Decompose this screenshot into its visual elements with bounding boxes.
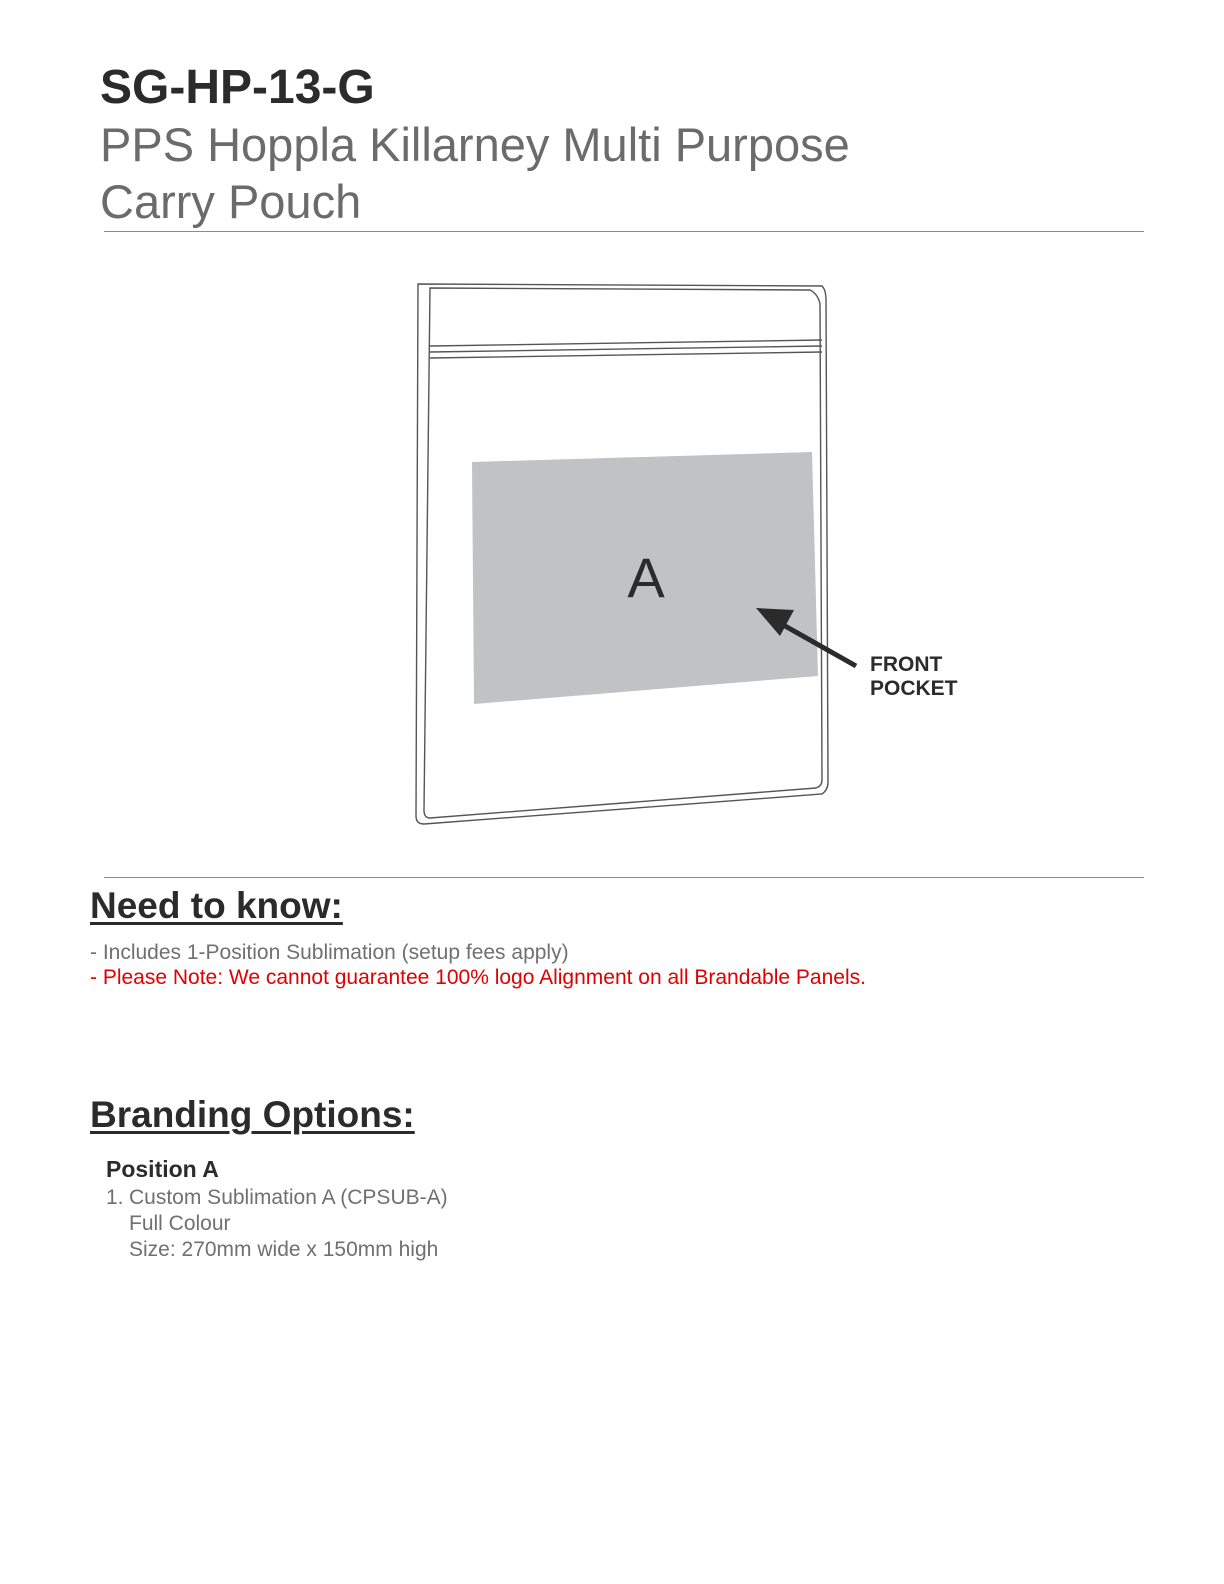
- product-title-line-2: Carry Pouch: [100, 175, 362, 228]
- need-to-know-heading: Need to know:: [90, 885, 343, 926]
- product-title-line-1: PPS Hoppla Killarney Multi Purpose: [100, 118, 850, 171]
- position-letter: A: [627, 546, 665, 609]
- option-size: Size: 270mm wide x 150mm high: [129, 1238, 439, 1261]
- callout-label-line-2: POCKET: [870, 677, 958, 700]
- branding-options-heading: Branding Options:: [90, 1094, 415, 1135]
- note-alignment-warning: - Please Note: We cannot guarantee 100% logo Alignment on all Brandable Panels.: [90, 966, 866, 989]
- option-colour: Full Colour: [129, 1212, 231, 1235]
- option-name: Custom Sublimation A (CPSUB-A): [129, 1186, 448, 1209]
- section-divider: [104, 877, 1144, 878]
- option-number: 1.: [106, 1186, 124, 1209]
- product-title: [100, 116, 1000, 230]
- pouch-drawing: [400, 270, 980, 840]
- product-code: SG-HP-13-G: [100, 61, 375, 114]
- header-divider: [104, 231, 1144, 232]
- pouch-illustration: [400, 270, 980, 840]
- note-sublimation: - Includes 1-Position Sublimation (setup fees apply): [90, 941, 569, 964]
- callout-label-line-1: FRONT: [870, 653, 943, 676]
- position-label: Position A: [106, 1156, 219, 1182]
